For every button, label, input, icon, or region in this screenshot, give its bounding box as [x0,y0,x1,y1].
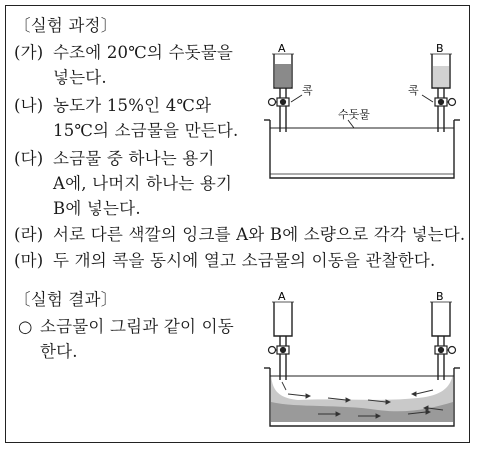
container-a-label-after: A [278,290,286,303]
cock-valve-left-after [269,346,290,354]
container-b-label-after: B [436,290,444,303]
apparatus-figure-after [258,290,468,432]
container-a-label: A [278,42,286,55]
step-na-marker: (나) [14,96,44,115]
step-ga-text-2: 넣는다. [53,68,107,87]
step-ga-text-1: 수조에 20℃의 수돗물을 [53,43,234,62]
result-heading: 〔실험 결과〕 [14,290,118,309]
step-ra-marker: (라) [14,225,44,244]
step-na-text-1: 농도가 15%인 4℃와 [53,96,212,115]
step-da-marker: (다) [14,149,44,168]
step-ra-text: 서로 다른 색깔의 잉크를 A와 B에 소량으로 각각 넣는다. [53,225,466,244]
step-ga-marker: (가) [14,43,44,62]
step-da-text-2: A에, 나머지 하나는 용기 [53,174,233,193]
procedure-heading: 〔실험 과정〕 [14,16,118,35]
cock-valve-right-after [435,346,456,354]
result-text-2: 한다. [40,342,78,361]
container-b-liquid [433,66,449,87]
step-ma-text: 두 개의 콕을 동시에 열고 소금물의 이동을 관찰한다. [53,251,436,270]
cock-valve-right [435,98,456,106]
cock-valve-left [269,98,290,106]
apparatus-figure-before [258,42,468,184]
result-text-1: 소금물이 그림과 같이 이동 [40,317,234,336]
result-bullet: ○ [18,317,33,336]
container-a-liquid [275,64,291,87]
step-da-text-3: B에 넣는다. [53,199,141,218]
step-da-text-1: 소금물 중 하나는 용기 [53,149,215,168]
cock-label-right: 콕 [408,84,419,97]
step-na-text-2: 15℃의 소금물을 만든다. [53,121,239,140]
step-ma-marker: (마) [14,251,44,270]
container-b-label: B [436,42,444,55]
water-label: 수돗물 [338,108,370,121]
cock-label-left: 콕 [302,84,313,97]
